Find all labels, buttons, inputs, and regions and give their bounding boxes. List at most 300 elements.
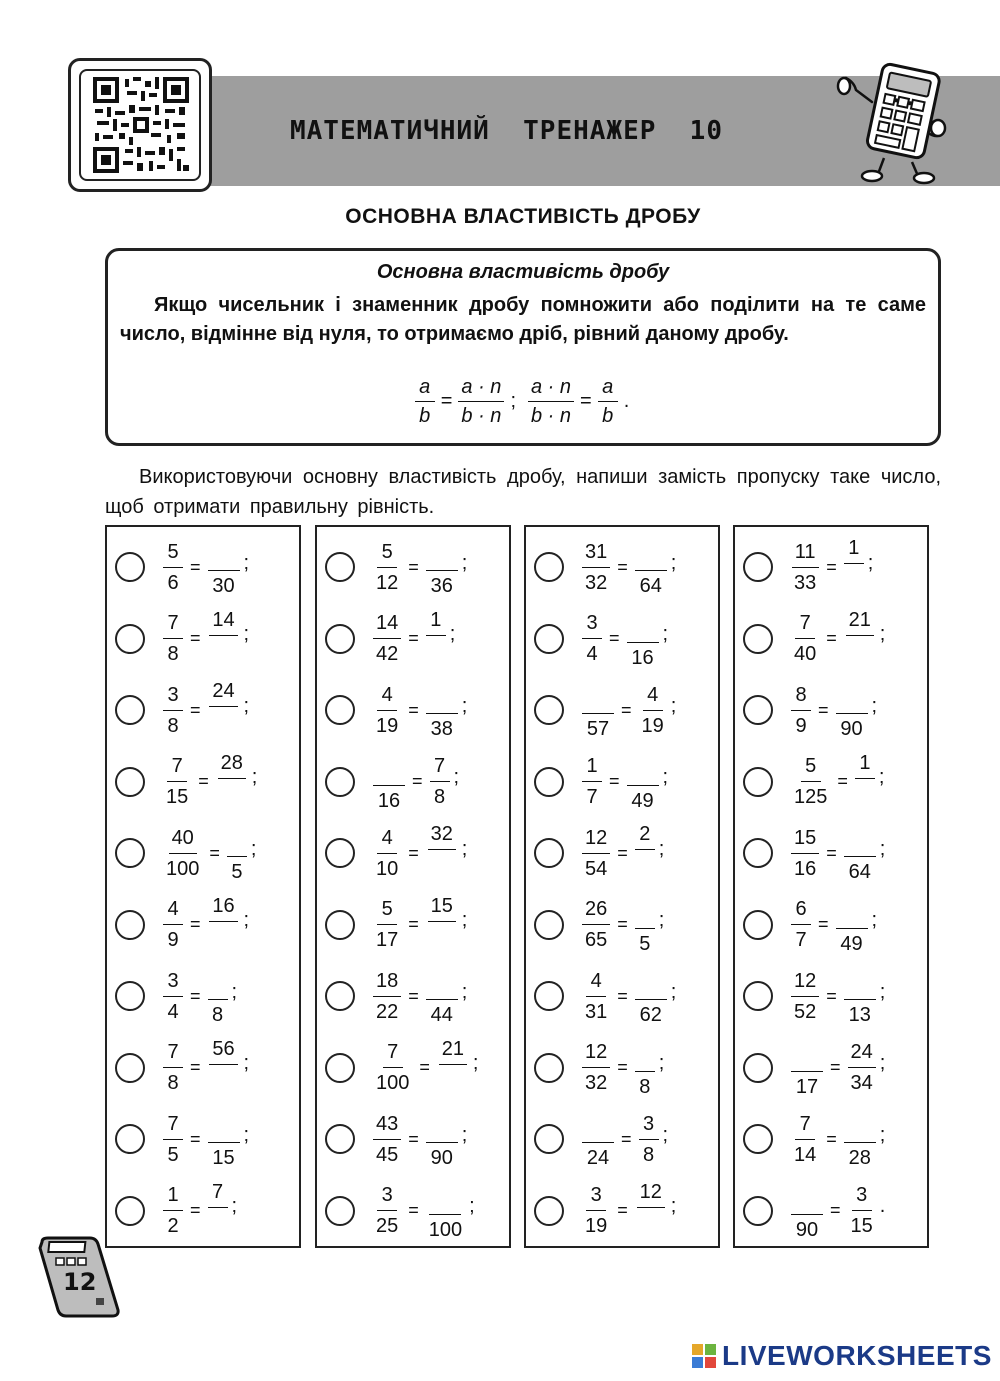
numerator: 6	[791, 896, 811, 925]
denominator: 100	[166, 857, 200, 880]
equals-sign: =	[621, 699, 632, 720]
answer-blank[interactable]	[437, 1065, 469, 1100]
punctuation: ;	[871, 694, 878, 717]
fraction-equation	[789, 821, 885, 885]
right-fraction	[208, 1179, 228, 1243]
left-fraction	[582, 825, 610, 882]
denominator: 100	[428, 1218, 463, 1241]
right-fraction	[426, 821, 458, 885]
rule-box	[105, 248, 941, 446]
fraction-equation	[580, 607, 668, 671]
fraction-equation	[789, 678, 877, 742]
denominator: 7	[586, 786, 598, 808]
answer-blank[interactable]	[208, 1208, 228, 1243]
right-fraction	[635, 1036, 655, 1100]
denominator: 90	[840, 718, 863, 740]
punctuation: ;	[461, 837, 468, 860]
numerator: a	[415, 375, 435, 402]
equals-sign: =	[826, 556, 837, 577]
fraction-equation	[789, 964, 885, 1028]
answer-blank[interactable]	[216, 779, 248, 814]
left-fraction	[373, 825, 401, 882]
exercise-item	[325, 1104, 467, 1174]
left-fraction	[373, 1111, 401, 1168]
exercise-column-2	[315, 525, 511, 1248]
answer-blank[interactable]	[627, 750, 659, 786]
left-fraction	[163, 539, 183, 596]
denominator: 42	[376, 643, 399, 665]
numerator: 4	[586, 968, 606, 997]
answer-blank[interactable]	[635, 893, 655, 929]
exercise-item	[115, 604, 249, 674]
answer-blank[interactable]	[208, 922, 240, 957]
left-fraction	[163, 682, 183, 739]
denominator: 100	[376, 1072, 410, 1094]
answer-checkbox[interactable]	[534, 910, 564, 940]
answer-blank[interactable]	[635, 1208, 667, 1243]
answer-checkbox[interactable]	[325, 1053, 355, 1083]
exercise-item	[743, 1104, 885, 1174]
numerator: 3	[586, 1182, 606, 1211]
punctuation: ;	[251, 766, 258, 788]
equals-sign: =	[408, 556, 419, 577]
answer-blank[interactable]	[635, 1036, 655, 1072]
answer-checkbox[interactable]	[325, 1196, 355, 1226]
right-fraction	[426, 893, 458, 957]
answer-blank[interactable]	[208, 535, 240, 571]
denominator: 13	[848, 1004, 871, 1026]
numerator: 3	[163, 682, 183, 711]
exercise-item	[115, 532, 249, 602]
answer-checkbox[interactable]	[743, 552, 773, 582]
fraction-equation	[371, 607, 455, 671]
numerator: 4	[643, 682, 663, 711]
numerator: 18	[373, 968, 401, 997]
denominator: 12	[376, 571, 399, 594]
answer-checkbox[interactable]	[743, 695, 773, 725]
equals-sign: =	[419, 1057, 430, 1077]
denominator: 17	[376, 929, 399, 951]
numerator: 3	[852, 1182, 872, 1211]
fraction-equation	[371, 893, 467, 957]
left-fraction	[373, 1039, 412, 1096]
answer-blank[interactable]	[426, 850, 458, 885]
left-fraction	[163, 610, 183, 667]
answer-blank[interactable]	[791, 1036, 823, 1072]
exercise-column-4	[733, 525, 929, 1248]
answer-checkbox[interactable]	[743, 1196, 773, 1226]
answer-blank[interactable]	[635, 535, 667, 571]
denominator: 64	[848, 861, 871, 883]
left-fraction	[373, 610, 401, 667]
left-fraction	[791, 610, 819, 667]
left-fraction	[163, 825, 202, 882]
equals-sign: =	[617, 1200, 628, 1220]
numerator: 15	[428, 893, 456, 922]
left-fraction	[582, 1039, 610, 1096]
answer-blank[interactable]	[227, 821, 247, 857]
fraction-equation	[789, 1179, 885, 1243]
right-fraction	[216, 750, 248, 814]
right-fraction	[635, 1179, 667, 1243]
denominator: 33	[794, 571, 817, 594]
denominator: 6	[167, 571, 179, 594]
answer-checkbox[interactable]	[325, 624, 355, 654]
punctuation: ;	[867, 551, 874, 574]
answer-checkbox[interactable]	[325, 1124, 355, 1154]
exercise-item	[325, 1033, 478, 1103]
answer-checkbox[interactable]	[115, 695, 145, 725]
right-fraction	[627, 750, 659, 814]
numerator: 7	[430, 753, 450, 782]
numerator: 12	[637, 1179, 665, 1208]
right-fraction	[635, 964, 667, 1028]
punctuation: ;	[469, 1195, 475, 1217]
denominator: 14	[794, 1143, 817, 1166]
numerator: 7	[167, 753, 187, 782]
exercise-item	[325, 675, 467, 745]
punctuation: ;	[243, 1052, 250, 1074]
answer-blank[interactable]	[426, 964, 458, 1000]
answer-checkbox[interactable]	[743, 981, 773, 1011]
numerator: 40	[169, 825, 197, 854]
fraction-equation	[789, 750, 884, 814]
answer-checkbox[interactable]	[115, 1124, 145, 1154]
answer-blank[interactable]	[208, 636, 240, 671]
exercise-item	[325, 532, 467, 602]
answer-checkbox[interactable]	[325, 552, 355, 582]
answer-blank[interactable]	[635, 964, 667, 1000]
numerator: 4	[377, 682, 397, 711]
punctuation: ;	[250, 837, 257, 860]
answer-blank[interactable]	[635, 850, 655, 885]
fraction-equation	[161, 893, 249, 957]
answer-blank[interactable]	[426, 535, 458, 571]
liveworksheets-logo[interactable]	[692, 1340, 992, 1372]
denominator: 65	[585, 929, 608, 951]
numerator: 56	[209, 1036, 237, 1065]
punctuation: ;	[871, 909, 878, 931]
answer-checkbox[interactable]	[115, 552, 145, 582]
numerator: 1	[855, 750, 875, 779]
answer-blank[interactable]	[582, 678, 614, 714]
numerator: 7	[383, 1039, 403, 1068]
answer-blank[interactable]	[208, 964, 228, 1000]
punctuation: ;	[243, 551, 250, 574]
answer-blank[interactable]	[426, 922, 458, 957]
fraction-equation	[580, 535, 676, 599]
numerator: 21	[439, 1036, 467, 1065]
answer-checkbox[interactable]	[534, 838, 564, 868]
exercise-item	[115, 1104, 249, 1174]
fraction-equation	[371, 1179, 475, 1243]
right-fraction	[844, 964, 876, 1028]
right-fraction	[426, 607, 446, 671]
page-number: 12	[63, 1268, 97, 1296]
punctuation: ;	[658, 837, 665, 860]
exercise-column-3	[524, 525, 720, 1248]
right-fraction	[208, 893, 240, 957]
denominator: 45	[376, 1143, 399, 1166]
denominator: 90	[795, 1218, 819, 1241]
answer-checkbox[interactable]	[743, 767, 773, 797]
answer-blank[interactable]	[208, 1065, 240, 1100]
answer-blank[interactable]	[426, 678, 458, 714]
answer-blank[interactable]	[844, 636, 876, 671]
exercise-item	[743, 675, 877, 745]
answer-checkbox[interactable]	[325, 910, 355, 940]
punctuation: ;	[231, 1195, 238, 1217]
equals-sign: =	[408, 914, 419, 934]
exercise-item	[115, 747, 257, 817]
answer-blank[interactable]	[844, 564, 864, 599]
exercise-item	[115, 818, 256, 888]
answer-checkbox[interactable]	[534, 552, 564, 582]
exercise-item	[743, 961, 885, 1031]
denominator: 90	[430, 1147, 453, 1169]
numerator: 7	[163, 610, 183, 639]
answer-checkbox[interactable]	[534, 1196, 564, 1226]
answer-checkbox[interactable]	[115, 767, 145, 797]
right-fraction	[844, 1107, 876, 1171]
punctuation: ;	[662, 623, 669, 645]
right-fraction	[426, 678, 458, 742]
left-fraction	[791, 1036, 823, 1100]
numerator: 12	[791, 968, 819, 997]
punctuation: ;	[670, 980, 677, 1003]
answer-blank[interactable]	[208, 707, 240, 742]
right-fraction	[208, 1107, 240, 1171]
answer-checkbox[interactable]	[115, 838, 145, 868]
answer-blank[interactable]	[429, 1179, 461, 1215]
answer-checkbox[interactable]	[325, 695, 355, 725]
exercise-item	[534, 890, 664, 960]
exercise-item	[115, 1176, 237, 1246]
equals-sign: =	[609, 628, 620, 648]
numerator: 5	[801, 753, 821, 782]
right-fraction	[208, 607, 240, 671]
fraction-equation	[371, 964, 467, 1028]
numerator: 7	[795, 1111, 815, 1140]
equals-sign: =	[830, 1057, 841, 1077]
numerator: 28	[218, 750, 246, 779]
numerator: 21	[846, 607, 874, 636]
numerator: 4	[377, 825, 397, 854]
fraction-equation	[580, 893, 664, 957]
rule-heading: Основна властивість дробу	[376, 261, 670, 283]
answer-blank[interactable]	[855, 779, 875, 814]
answer-checkbox[interactable]	[743, 1124, 773, 1154]
numerator: 11	[792, 539, 819, 568]
denominator: b	[602, 405, 614, 427]
answer-blank[interactable]	[836, 893, 868, 929]
formula-fraction	[415, 375, 435, 428]
answer-blank[interactable]	[426, 1107, 458, 1143]
punctuation: ;	[878, 766, 885, 788]
left-fraction	[791, 539, 819, 596]
exercise-item	[115, 1033, 249, 1103]
left-fraction	[163, 1182, 183, 1239]
punctuation: ;	[461, 980, 468, 1003]
watermark-text: LIVEWORKSHEETS	[722, 1340, 992, 1371]
exercise-item	[743, 818, 885, 888]
logo-square	[692, 1357, 703, 1368]
equals-sign: =	[198, 771, 209, 791]
numerator: 5	[377, 896, 397, 925]
numerator: a · n	[458, 375, 504, 402]
left-fraction	[582, 1107, 614, 1171]
rule-text: Якщо чисельник і знаменник дробу помножити або поділити на те саме число, відмінне від нуля, то отримаємо дріб, рівний даному дробу.	[120, 294, 926, 345]
answer-blank[interactable]	[582, 1107, 614, 1143]
numerator: 5	[163, 539, 183, 568]
answer-blank[interactable]	[208, 1107, 240, 1143]
right-fraction	[426, 1107, 458, 1171]
numerator: 24	[848, 1039, 876, 1068]
denominator: 54	[585, 857, 608, 880]
answer-checkbox[interactable]	[115, 1196, 145, 1226]
answer-checkbox[interactable]	[115, 624, 145, 654]
left-fraction	[791, 896, 811, 953]
exercise-item	[325, 890, 467, 960]
right-fraction	[844, 535, 864, 599]
answer-blank[interactable]	[373, 750, 405, 786]
answer-checkbox[interactable]	[325, 838, 355, 868]
exercise-item	[743, 532, 873, 602]
punctuation: ;	[231, 980, 238, 1003]
fraction-equation	[161, 821, 256, 885]
answer-checkbox[interactable]	[743, 910, 773, 940]
numerator: 43	[373, 1111, 401, 1140]
denominator: 125	[794, 786, 828, 808]
answer-checkbox[interactable]	[534, 1124, 564, 1154]
equals-sign: =	[617, 556, 628, 577]
answer-checkbox[interactable]	[534, 1053, 564, 1083]
denominator: 22	[376, 1000, 399, 1023]
denominator: 15	[850, 1215, 873, 1237]
qr-code-frame	[68, 58, 212, 192]
answer-blank[interactable]	[836, 678, 868, 714]
answer-checkbox[interactable]	[743, 838, 773, 868]
answer-blank[interactable]	[844, 1107, 876, 1143]
fraction-equation	[161, 678, 249, 742]
left-fraction	[791, 753, 830, 810]
answer-checkbox[interactable]	[534, 695, 564, 725]
exercise-item	[534, 675, 676, 745]
answer-blank[interactable]	[627, 607, 659, 643]
left-fraction	[373, 968, 401, 1025]
exercise-item	[534, 604, 668, 674]
equals-sign: =	[190, 1128, 201, 1149]
numerator: 15	[791, 825, 819, 854]
denominator: 30	[212, 575, 235, 597]
denominator: 31	[585, 1000, 608, 1023]
exercise-item	[743, 1176, 885, 1246]
fraction-equation	[580, 750, 668, 814]
numerator: 14	[209, 607, 237, 636]
exercise-item	[534, 747, 668, 817]
equals-sign: =	[830, 1200, 841, 1220]
answer-checkbox[interactable]	[115, 910, 145, 940]
punctuation: ;	[461, 694, 468, 717]
equals-sign: =	[209, 842, 220, 863]
denominator: 8	[211, 1004, 224, 1026]
left-fraction	[582, 678, 614, 742]
section-title: ОСНОВНА ВЛАСТИВІСТЬ ДРОБУ	[345, 205, 701, 228]
numerator: 26	[582, 896, 610, 925]
exercise-item	[325, 818, 467, 888]
answer-checkbox[interactable]	[534, 767, 564, 797]
fraction-equation	[371, 535, 467, 599]
fraction-equation	[789, 893, 877, 957]
exercise-item	[325, 747, 459, 817]
numerator: 7	[163, 1039, 183, 1068]
answer-blank[interactable]	[791, 1179, 823, 1215]
denominator: 24	[586, 1147, 610, 1169]
right-fraction	[208, 535, 240, 599]
qr-code-icon	[93, 77, 189, 173]
left-fraction	[373, 896, 401, 953]
answer-checkbox[interactable]	[325, 767, 355, 797]
left-fraction	[163, 1039, 183, 1096]
denominator: 16	[794, 857, 817, 880]
fraction-equation	[371, 750, 459, 814]
denominator: 49	[631, 789, 654, 812]
fraction-equation	[580, 1179, 676, 1243]
instruction-text: Використовуючи основну властивість дробу, напиши замість пропуску таке число, щоб отримати правильну рівність.	[105, 466, 941, 518]
answer-checkbox[interactable]	[534, 981, 564, 1011]
numerator: 31	[582, 539, 610, 568]
left-fraction	[582, 753, 602, 810]
equals-sign: =	[826, 628, 837, 648]
answer-checkbox[interactable]	[325, 981, 355, 1011]
punctuation: ;	[670, 1195, 677, 1217]
answer-blank[interactable]	[844, 821, 876, 857]
fraction-equation	[580, 678, 676, 742]
exercise-item	[325, 1176, 475, 1246]
answer-blank[interactable]	[426, 636, 446, 671]
denominator: 5	[231, 861, 243, 883]
equals-sign: =	[617, 985, 628, 1006]
answer-checkbox[interactable]	[115, 1053, 145, 1083]
answer-checkbox[interactable]	[743, 1053, 773, 1083]
rule-formula	[108, 375, 938, 428]
qr-code	[79, 69, 201, 181]
numerator: 3	[639, 1111, 659, 1140]
equals-sign: =	[826, 1128, 837, 1149]
exercise-item	[325, 961, 467, 1031]
numerator: 1	[163, 1182, 183, 1211]
fraction-equation	[371, 678, 467, 742]
answer-checkbox[interactable]	[115, 981, 145, 1011]
equals-sign: =	[190, 699, 201, 720]
numerator: 1	[582, 753, 602, 782]
denominator: 19	[585, 1215, 608, 1237]
equals-sign: =	[837, 771, 848, 791]
right-fraction	[227, 821, 247, 885]
answer-checkbox[interactable]	[743, 624, 773, 654]
answer-blank[interactable]	[844, 964, 876, 1000]
denominator: b · n	[531, 405, 572, 427]
answer-checkbox[interactable]	[534, 624, 564, 654]
numerator: 7	[795, 610, 815, 639]
denominator: 16	[377, 789, 401, 812]
exercise-item	[534, 961, 676, 1031]
right-fraction	[639, 1111, 659, 1168]
exercise-item	[115, 675, 249, 745]
fraction-equation	[580, 964, 676, 1028]
equals-sign: =	[617, 914, 628, 934]
equals-sign: =	[190, 1200, 201, 1220]
